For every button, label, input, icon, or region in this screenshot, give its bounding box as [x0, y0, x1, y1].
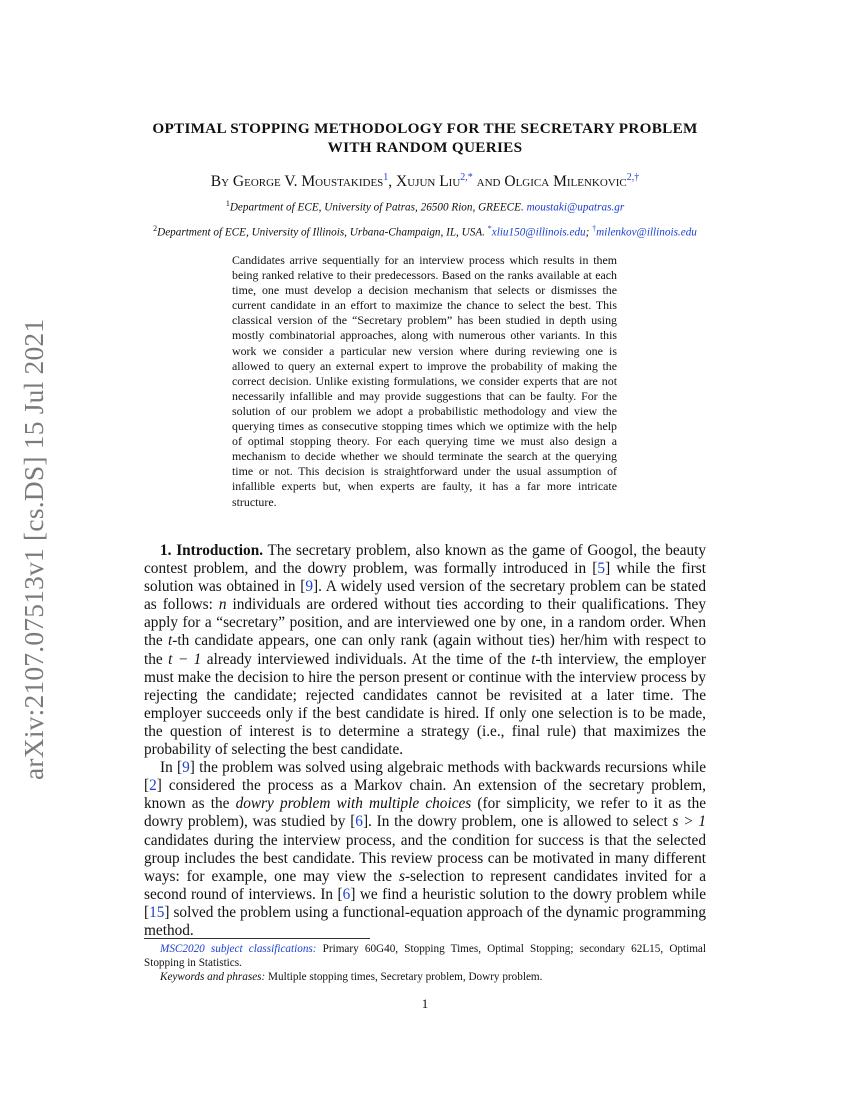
text-run: already interviewed individuals. At the time of the	[201, 650, 532, 668]
email-separator: ;	[585, 226, 593, 239]
text-run: ]. In the dowry problem, one is allowed to select	[362, 813, 673, 831]
math-t: t	[167, 632, 173, 650]
abstract: Candidates arrive sequentially for an interview process which results in them being ranked relative to their predecessors. Based on the ranks available at each time, one must develop a decision mechanism that selects or dismisses the current candidate in an effort to maximize the chance to select the best. This classical version of the “Secretary problem” has been studied in depth using mostly combinatorial approaches, along with numerous other variants. In this work we consider a particular new version where during reviewing one is allowed to query an external expert to improve the probability of making the correct decision. Unlike existing formulations, we consider experts that are not necessarily infallible and may provide suggestions that can be faulty. For the solution of our problem we adopt a probabilistic methodology and view the querying times as consecutive stopping times which we optimize with the help of optimal stopping theory. For each querying time we must also design a mechanism to decide whether we should terminate the search at the querying time or not. This decision is straightforward under the usual assumption of infallible experts but, when experts are faulty, it has a far more intricate structure.	[232, 253, 617, 509]
footnote-keywords	[144, 970, 706, 984]
text-run: individuals are ordered without ties according to their qualifications. They apply for a “secretary” position, and are interviewed one by one, in a random order. When the	[144, 596, 706, 650]
math-t: t	[531, 650, 536, 668]
text-run: -selection to represent candidates invited for a second round of interviews. In [	[144, 867, 706, 903]
keywords-label: Keywords and phrases:	[160, 971, 266, 984]
math-n: n	[218, 596, 227, 614]
citation-link[interactable]: 6	[342, 885, 351, 903]
author3-affiliation-mark[interactable]: 2,†	[626, 172, 640, 183]
author-liu: Xujun Liu	[396, 173, 461, 191]
text-run: ] while the first solution was obtained in [	[144, 560, 706, 596]
math-t-minus-1: t − 1	[168, 650, 202, 668]
author-moustakides: George V. Moustakides	[232, 173, 384, 191]
text-run: ]. A widely used version of the secretary problem can be stated as follows:	[144, 578, 706, 614]
citation-link[interactable]: 9	[182, 759, 190, 777]
text-run: ] considered the process as a Markov chain. An extension of the secretary problem, known as the	[144, 777, 706, 813]
affiliation-1	[60, 199, 790, 214]
citation-link[interactable]: 9	[305, 578, 313, 596]
emphasis: dowry problem with multiple choices	[235, 795, 472, 813]
author-by: By	[210, 173, 233, 191]
author-and: and	[472, 173, 505, 191]
email-link-moustaki[interactable]: moustaki@upatras.gr	[526, 201, 625, 214]
text-run: ] we find a heuristic solution to the dowry problem while [	[144, 885, 706, 921]
text-run: ] solved the problem using a functional-equation approach of the dynamic programming method.	[144, 903, 706, 939]
affiliation-1-mark: 1	[225, 199, 230, 208]
author1-affiliation-mark[interactable]: 1	[383, 172, 389, 183]
text-run: In [	[160, 759, 183, 777]
footnote-msc	[144, 942, 706, 970]
affiliation-1-text: Department of ECE, University of Patras, 26500 Rion, GREECE.	[229, 201, 527, 214]
affiliation-2-mark: 2	[153, 224, 158, 233]
email-link-xliu[interactable]: xliu150@illinois.edu	[491, 226, 586, 239]
email-link-milenkov[interactable]: milenkov@illinois.edu	[596, 226, 697, 239]
author-separator: ,	[388, 173, 397, 191]
affiliation-2	[60, 224, 790, 239]
text-run: The secretary problem, also known as the game of Googol, the beauty contest problem, and the dowry problem, was formally introduced in [	[144, 542, 706, 578]
star-mark: *	[487, 224, 492, 233]
text-run: candidates during the interview process, and the condition for success is that the selected group includes the best candidate. This review process can be motivated in many different ways: for example, one may view the	[144, 831, 706, 885]
text-run: -th candidate appears, one can only rank (again without ties) her/him with respect to the	[144, 632, 707, 668]
author-line	[100, 172, 750, 191]
footnote-rule	[144, 938, 370, 939]
msc-link[interactable]: MSC2020 subject classifications:	[160, 943, 317, 955]
title-line-2: WITH RANDOM QUERIES	[327, 139, 523, 156]
dagger-mark: †	[592, 224, 597, 233]
citation-link[interactable]: 5	[597, 560, 606, 578]
text-run: Primary 60G40, Stopping Times, Optimal Stopping; secondary 62L15, Optimal Stopping in Statistics.	[144, 943, 706, 970]
title-line-1: OPTIMAL STOPPING METHODOLOGY FOR THE SECRETARY PROBLEM	[152, 120, 698, 137]
introduction-section	[144, 542, 706, 940]
math-s-gt-1: s > 1	[672, 813, 706, 831]
paper-title	[100, 119, 750, 157]
text-run: (for simplicity, we refer to it as the dowry problem), was studied by [	[144, 795, 707, 831]
footnotes	[144, 942, 706, 985]
math-s: s	[398, 867, 405, 885]
citation-link[interactable]: 2	[149, 777, 157, 795]
text-run: -th interview, the employer must make the decision to hire the person present or continue with the interview process by rejecting the candidate; rejected candidates cannot be revisited at a later time. The employer succeeds only if the best candidate is hired. If only one selection is to be made, the question of interest is to determine a strategy (i.e., final rule) that maximizes the probability of selecting the best candidate.	[144, 650, 706, 759]
arxiv-identifier: arXiv:2107.07513v1 [cs.DS] 15 Jul 2021	[18, 318, 49, 780]
intro-paragraph-2	[144, 759, 706, 940]
text-run: ] the problem was solved using algebraic methods with backwards recursions while [	[144, 759, 706, 795]
author2-affiliation-mark[interactable]: 2,*	[460, 172, 473, 183]
section-heading: 1. Introduction.	[160, 542, 264, 559]
citation-link[interactable]: 6	[355, 813, 363, 831]
text-run: Multiple stopping times, Secretary problem, Dowry problem.	[265, 971, 543, 984]
intro-paragraph-1	[144, 542, 706, 759]
author-milenkovic: Olgica Milenkovic	[504, 173, 627, 191]
citation-link[interactable]: 15	[149, 903, 165, 921]
affiliation-2-text: Department of ECE, University of Illinois, Urbana-Champaign, IL, USA.	[157, 226, 488, 239]
page-number: 1	[421, 996, 429, 1011]
